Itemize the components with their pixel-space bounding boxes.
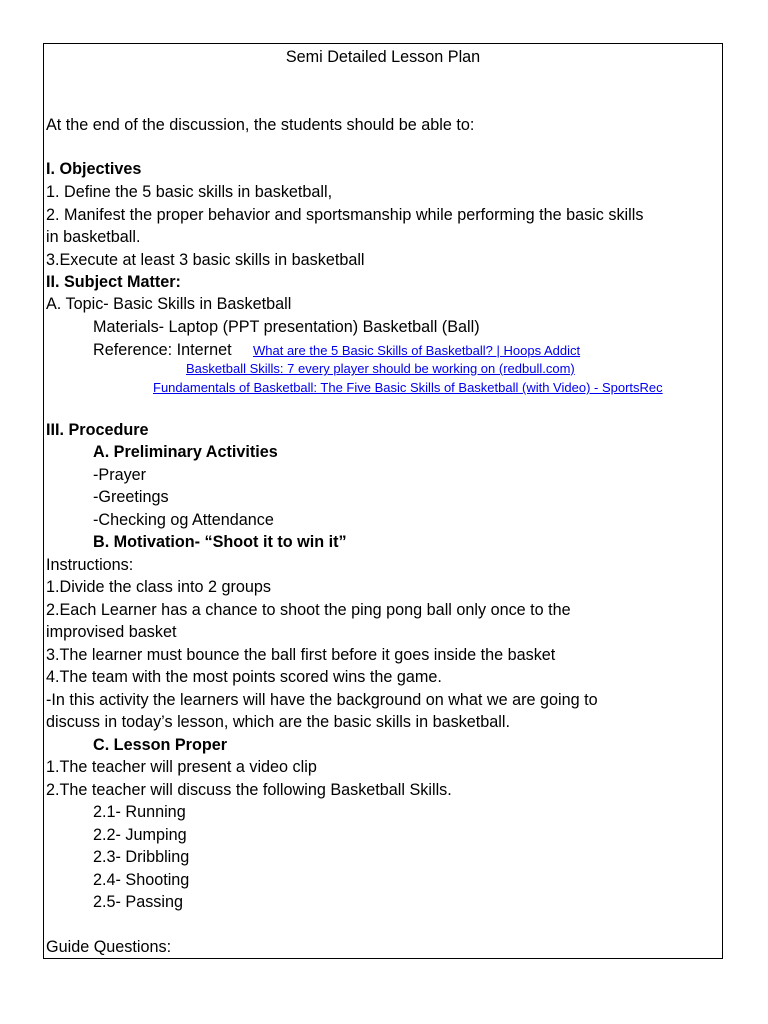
guide-questions-label: Guide Questions: [46, 938, 172, 956]
document-title: Semi Detailed Lesson Plan [285, 48, 481, 66]
intro-text: At the end of the discussion, the students should be able to: [46, 116, 475, 134]
objective-item: 3.Execute at least 3 basic skills in basketball [46, 251, 365, 269]
motivation-heading: B. Motivation- “Shoot it to win it” [93, 533, 347, 551]
objective-item: in basketball. [46, 228, 141, 246]
instruction-line: 1.Divide the class into 2 groups [46, 578, 271, 596]
lesson-proper-line: 2.The teacher will discuss the following Basketball Skills. [46, 781, 452, 799]
preliminary-item: -Checking og Attendance [93, 511, 274, 529]
lesson-proper-heading: C. Lesson Proper [93, 736, 228, 754]
objective-item: 2. Manifest the proper behavior and sportsmanship while performing the basic skills [46, 206, 644, 224]
preliminary-heading: A. Preliminary Activities [93, 443, 278, 461]
procedure-heading: III. Procedure [46, 421, 149, 439]
instruction-line: improvised basket [46, 623, 177, 641]
preliminary-item: -Prayer [93, 466, 147, 484]
reference-label: Reference: Internet [93, 341, 232, 359]
skill-item: 2.1- Running [93, 803, 186, 821]
lesson-proper-line: 1.The teacher will present a video clip [46, 758, 317, 776]
instruction-line: 4.The team with the most points scored wins the game. [46, 668, 442, 686]
objective-item: 1. Define the 5 basic skills in basketball, [46, 183, 333, 201]
subject-matter-heading: II. Subject Matter: [46, 273, 181, 291]
instruction-line: 2.Each Learner has a chance to shoot the ping pong ball only once to the [46, 601, 571, 619]
instruction-line: 3.The learner must bounce the ball first before it goes inside the basket [46, 646, 556, 664]
skill-item: 2.3- Dribbling [93, 848, 190, 866]
skill-item: 2.5- Passing [93, 893, 183, 911]
reference-link-redbull[interactable]: Basketball Skills: 7 every player should be working on (redbull.com) [186, 361, 575, 376]
instructions-label: Instructions: [46, 556, 134, 574]
reference-link-hoops-addict[interactable]: What are the 5 Basic Skills of Basketball? | Hoops Addict [253, 343, 581, 358]
instruction-line: -In this activity the learners will have the background on what we are going to [46, 691, 598, 709]
objectives-heading: I. Objectives [46, 160, 142, 178]
skill-item: 2.4- Shooting [93, 871, 190, 889]
topic-text: A. Topic- Basic Skills in Basketball [46, 295, 292, 313]
preliminary-item: -Greetings [93, 488, 169, 506]
instruction-line: discuss in today’s lesson, which are the basic skills in basketball. [46, 713, 510, 731]
skill-item: 2.2- Jumping [93, 826, 187, 844]
reference-link-sportsrec[interactable]: Fundamentals of Basketball: The Five Basic Skills of Basketball (with Video) - SportsRec [153, 380, 663, 395]
materials-text: Materials- Laptop (PPT presentation) Basketball (Ball) [93, 318, 480, 336]
